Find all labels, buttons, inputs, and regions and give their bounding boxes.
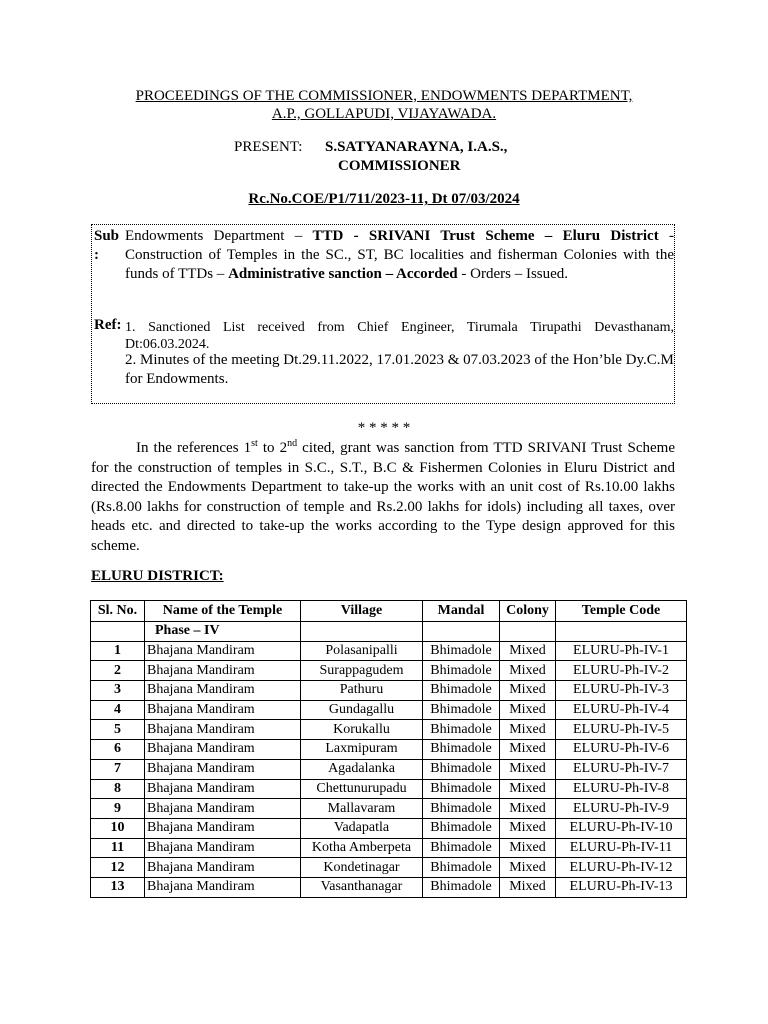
cell-mandal: Bhimadole bbox=[423, 838, 500, 858]
subject-part-5: - Orders – Issued. bbox=[457, 266, 569, 282]
cell-village: Polasanipalli bbox=[301, 641, 423, 661]
cell-temple-code: ELURU-Ph-IV-4 bbox=[556, 700, 687, 720]
cell-colony: Mixed bbox=[500, 661, 556, 681]
table-row bbox=[91, 759, 687, 779]
cell-colony: Mixed bbox=[500, 779, 556, 799]
col-header-colony: Colony bbox=[500, 601, 556, 622]
cell-sl: 1 bbox=[91, 641, 145, 661]
cell-colony: Mixed bbox=[500, 838, 556, 858]
reference-label: Ref: bbox=[94, 317, 122, 333]
table-row bbox=[91, 720, 687, 740]
cell-temple-code: ELURU-Ph-IV-10 bbox=[556, 818, 687, 838]
reference-2: 2. Minutes of the meeting Dt.29.11.2022, 17.01.2023 & 07.03.2023 of the Hon’ble Dy.C.M for Endowments. bbox=[125, 352, 674, 387]
table-row bbox=[91, 779, 687, 799]
cell-temple-name: Bhajana Mandiram bbox=[145, 818, 301, 838]
cell-temple-code: ELURU-Ph-IV-12 bbox=[556, 858, 687, 878]
cell-temple-name: Bhajana Mandiram bbox=[145, 799, 301, 819]
cell-sl: 9 bbox=[91, 799, 145, 819]
cell-village: Korukallu bbox=[301, 720, 423, 740]
cell-sl: 8 bbox=[91, 779, 145, 799]
table-row bbox=[91, 641, 687, 661]
table-row bbox=[91, 838, 687, 858]
cell-colony: Mixed bbox=[500, 720, 556, 740]
cell-temple-name: Bhajana Mandiram bbox=[145, 740, 301, 760]
cell-colony: Mixed bbox=[500, 759, 556, 779]
cell-temple-code: ELURU-Ph-IV-9 bbox=[556, 799, 687, 819]
subject-reference-box bbox=[91, 224, 675, 404]
superscript-nd: nd bbox=[287, 438, 298, 449]
subject-part-4: Administrative sanction – Accorded bbox=[228, 266, 458, 282]
cell-temple-code: ELURU-Ph-IV-2 bbox=[556, 661, 687, 681]
table-row bbox=[91, 818, 687, 838]
cell-sl: 6 bbox=[91, 740, 145, 760]
cell-mandal: Bhimadole bbox=[423, 740, 500, 760]
cell-temple-code: ELURU-Ph-IV-1 bbox=[556, 641, 687, 661]
table-row bbox=[91, 740, 687, 760]
heading-line-2: A.P., GOLLAPUDI, VIJAYAWADA. bbox=[271, 106, 497, 122]
separator-stars: * * * * * bbox=[357, 420, 411, 436]
phase-empty-mandal bbox=[423, 622, 500, 642]
cell-temple-name: Bhajana Mandiram bbox=[145, 838, 301, 858]
phase-empty-sl bbox=[91, 622, 145, 642]
subject-text bbox=[125, 227, 674, 284]
cell-village: Vasanthanagar bbox=[301, 877, 423, 897]
subject-part-3: - Construction of Temples in the SC., ST, BC localities and fisherman Colonies with the funds of TTDs – bbox=[125, 228, 674, 282]
cell-mandal: Bhimadole bbox=[423, 681, 500, 701]
cell-sl: 2 bbox=[91, 661, 145, 681]
cell-mandal: Bhimadole bbox=[423, 720, 500, 740]
cell-temple-code: ELURU-Ph-IV-13 bbox=[556, 877, 687, 897]
cell-temple-code: ELURU-Ph-IV-11 bbox=[556, 838, 687, 858]
proceedings-heading bbox=[0, 87, 768, 123]
cell-temple-name: Bhajana Mandiram bbox=[145, 858, 301, 878]
table-row bbox=[91, 681, 687, 701]
table-row bbox=[91, 700, 687, 720]
reference-1: 1. Sanctioned List received from Chief Engineer, Tirumala Tirupathi Devasthanam, Dt:06.03.2024. bbox=[125, 320, 674, 352]
cell-mandal: Bhimadole bbox=[423, 818, 500, 838]
subject-label: Sub: bbox=[94, 228, 120, 263]
subject-part-2: TTD - SRIVANI Trust Scheme – Eluru District bbox=[312, 228, 659, 244]
cell-temple-code: ELURU-Ph-IV-3 bbox=[556, 681, 687, 701]
cell-sl: 4 bbox=[91, 700, 145, 720]
phase-empty-colony bbox=[500, 622, 556, 642]
cell-colony: Mixed bbox=[500, 877, 556, 897]
table-row bbox=[91, 877, 687, 897]
present-name: S.SATYANARAYNA, I.A.S., bbox=[325, 139, 508, 155]
cell-village: Agadalanka bbox=[301, 759, 423, 779]
para-to: to 2 bbox=[257, 440, 288, 456]
phase-label: Phase – IV bbox=[145, 622, 301, 642]
table-row bbox=[91, 858, 687, 878]
present-title: COMMISSIONER bbox=[338, 158, 461, 174]
superscript-st: st bbox=[251, 438, 258, 449]
phase-empty-code bbox=[556, 622, 687, 642]
cell-mandal: Bhimadole bbox=[423, 641, 500, 661]
subject-part-1: Endowments Department – bbox=[125, 228, 313, 244]
cell-village: Gundagallu bbox=[301, 700, 423, 720]
cell-temple-name: Bhajana Mandiram bbox=[145, 641, 301, 661]
cell-mandal: Bhimadole bbox=[423, 877, 500, 897]
cell-sl: 10 bbox=[91, 818, 145, 838]
col-header-village: Village bbox=[301, 601, 423, 622]
cell-temple-name: Bhajana Mandiram bbox=[145, 681, 301, 701]
table-row bbox=[91, 661, 687, 681]
cell-village: Vadapatla bbox=[301, 818, 423, 838]
phase-row bbox=[91, 622, 687, 642]
reference-number bbox=[0, 191, 768, 208]
heading-line-1: PROCEEDINGS OF THE COMMISSIONER, ENDOWMENTS DEPARTMENT, bbox=[135, 88, 633, 104]
cell-mandal: Bhimadole bbox=[423, 661, 500, 681]
cell-colony: Mixed bbox=[500, 740, 556, 760]
cell-temple-code: ELURU-Ph-IV-6 bbox=[556, 740, 687, 760]
cell-sl: 11 bbox=[91, 838, 145, 858]
rc-date: 07/03/2024 bbox=[451, 191, 520, 207]
cell-temple-name: Bhajana Mandiram bbox=[145, 877, 301, 897]
cell-village: Pathuru bbox=[301, 681, 423, 701]
cell-village: Chettunurupadu bbox=[301, 779, 423, 799]
cell-temple-name: Bhajana Mandiram bbox=[145, 720, 301, 740]
cell-colony: Mixed bbox=[500, 700, 556, 720]
col-header-sl: Sl. No. bbox=[91, 601, 145, 622]
cell-mandal: Bhimadole bbox=[423, 858, 500, 878]
cell-sl: 12 bbox=[91, 858, 145, 878]
cell-mandal: Bhimadole bbox=[423, 779, 500, 799]
cell-colony: Mixed bbox=[500, 799, 556, 819]
cell-temple-name: Bhajana Mandiram bbox=[145, 779, 301, 799]
col-header-name: Name of the Temple bbox=[145, 601, 301, 622]
cell-colony: Mixed bbox=[500, 818, 556, 838]
body-paragraph bbox=[91, 439, 675, 556]
cell-mandal: Bhimadole bbox=[423, 799, 500, 819]
cell-temple-name: Bhajana Mandiram bbox=[145, 700, 301, 720]
cell-mandal: Bhimadole bbox=[423, 759, 500, 779]
rc-number: Rc.No.COE/P1/711/2023-11, Dt bbox=[248, 191, 448, 207]
cell-temple-code: ELURU-Ph-IV-8 bbox=[556, 779, 687, 799]
cell-colony: Mixed bbox=[500, 858, 556, 878]
cell-temple-code: ELURU-Ph-IV-5 bbox=[556, 720, 687, 740]
temples-table bbox=[90, 600, 687, 898]
cell-sl: 7 bbox=[91, 759, 145, 779]
cell-temple-code: ELURU-Ph-IV-7 bbox=[556, 759, 687, 779]
cell-mandal: Bhimadole bbox=[423, 700, 500, 720]
cell-village: Kotha Amberpeta bbox=[301, 838, 423, 858]
present-label: PRESENT: bbox=[234, 139, 303, 155]
table-header-row bbox=[91, 601, 687, 622]
district-heading: ELURU DISTRICT: bbox=[91, 568, 224, 584]
phase-empty-village bbox=[301, 622, 423, 642]
table-row bbox=[91, 799, 687, 819]
cell-colony: Mixed bbox=[500, 681, 556, 701]
cell-village: Laxmipuram bbox=[301, 740, 423, 760]
para-start: In the references 1 bbox=[136, 440, 252, 456]
cell-sl: 5 bbox=[91, 720, 145, 740]
cell-village: Kondetinagar bbox=[301, 858, 423, 878]
cell-sl: 3 bbox=[91, 681, 145, 701]
col-header-mandal: Mandal bbox=[423, 601, 500, 622]
cell-temple-name: Bhajana Mandiram bbox=[145, 661, 301, 681]
para-rest: cited, grant was sanction from TTD SRIVANI Trust Scheme for the construction of temples in S.C., S.T., B.C & Fishermen Colonies in Eluru District and directed the Endowments Department to take-up the works with an unit cost of Rs.10.00 lakhs (Rs.8.00 lakhs for construction of temple and Rs.2.00 lakhs for idols) including all taxes, over heads etc. and directed to take-up the works according to the Type design approved for this scheme. bbox=[91, 440, 675, 554]
cell-village: Mallavaram bbox=[301, 799, 423, 819]
cell-sl: 13 bbox=[91, 877, 145, 897]
cell-temple-name: Bhajana Mandiram bbox=[145, 759, 301, 779]
col-header-code: Temple Code bbox=[556, 601, 687, 622]
cell-colony: Mixed bbox=[500, 641, 556, 661]
cell-village: Surappagudem bbox=[301, 661, 423, 681]
